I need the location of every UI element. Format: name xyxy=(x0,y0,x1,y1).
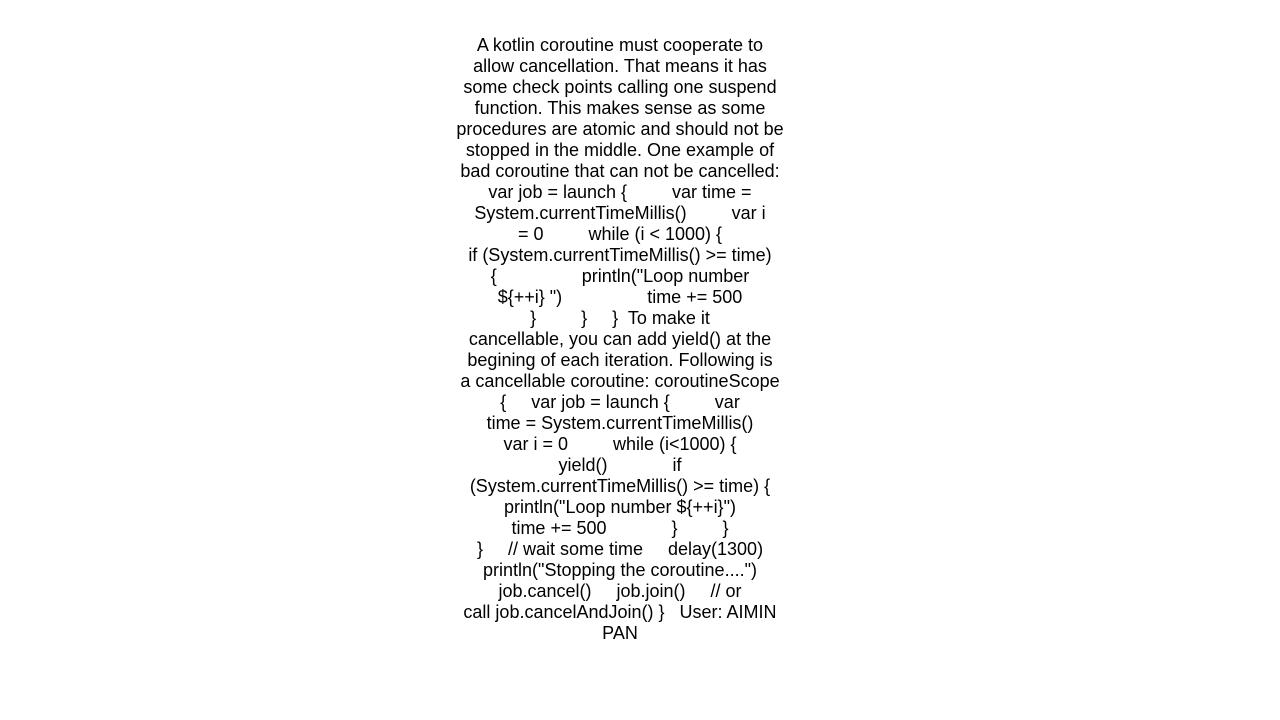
text-line: cancellable, you can add yield() at the xyxy=(468,329,772,349)
text-line: procedures are atomic and should not be xyxy=(456,119,784,139)
code-line: var job = launch { var time = xyxy=(488,182,752,202)
code-line: time = System.currentTimeMillis() xyxy=(486,413,754,433)
code-line: println("Loop number ${++i}") xyxy=(504,497,736,517)
code-line: yield() if xyxy=(558,455,682,475)
code-line: = 0 while (i < 1000) { xyxy=(517,224,723,244)
code-line: time += 500 } } xyxy=(511,518,729,538)
code-line: { var job = launch { var xyxy=(500,392,740,412)
code-line: { println("Loop number xyxy=(490,266,750,286)
text-line: A kotlin coroutine must cooperate to xyxy=(476,35,764,55)
code-line: call job.cancelAndJoin() } User: AIMIN xyxy=(463,602,777,622)
code-line: var i = 0 while (i<1000) { xyxy=(503,434,737,454)
post-text xyxy=(450,35,790,644)
text-line: a cancellable coroutine: coroutineScope xyxy=(460,371,780,391)
author-line: PAN xyxy=(602,623,638,643)
text-line: function. This makes sense as some xyxy=(474,98,766,118)
text-line: begining of each iteration. Following is xyxy=(467,350,773,370)
text-line: allow cancellation. That means it has xyxy=(473,56,767,76)
code-line: job.cancel() job.join() // or xyxy=(498,581,742,601)
code-line: System.currentTimeMillis() var i xyxy=(474,203,766,223)
code-line: ${++i} ") time += 500 xyxy=(497,287,743,307)
code-line: (System.currentTimeMillis() >= time) { xyxy=(469,476,771,496)
code-line: } // wait some time delay(1300) xyxy=(476,539,764,559)
code-line: println("Stopping the coroutine....") xyxy=(483,560,757,580)
text-line: bad coroutine that can not be cancelled: xyxy=(460,161,780,181)
code-line: } } } To make it xyxy=(530,308,710,328)
text-line: stopped in the middle. One example of xyxy=(465,140,775,160)
code-line: if (System.currentTimeMillis() >= time) xyxy=(468,245,772,265)
text-line: some check points calling one suspend xyxy=(463,77,777,97)
